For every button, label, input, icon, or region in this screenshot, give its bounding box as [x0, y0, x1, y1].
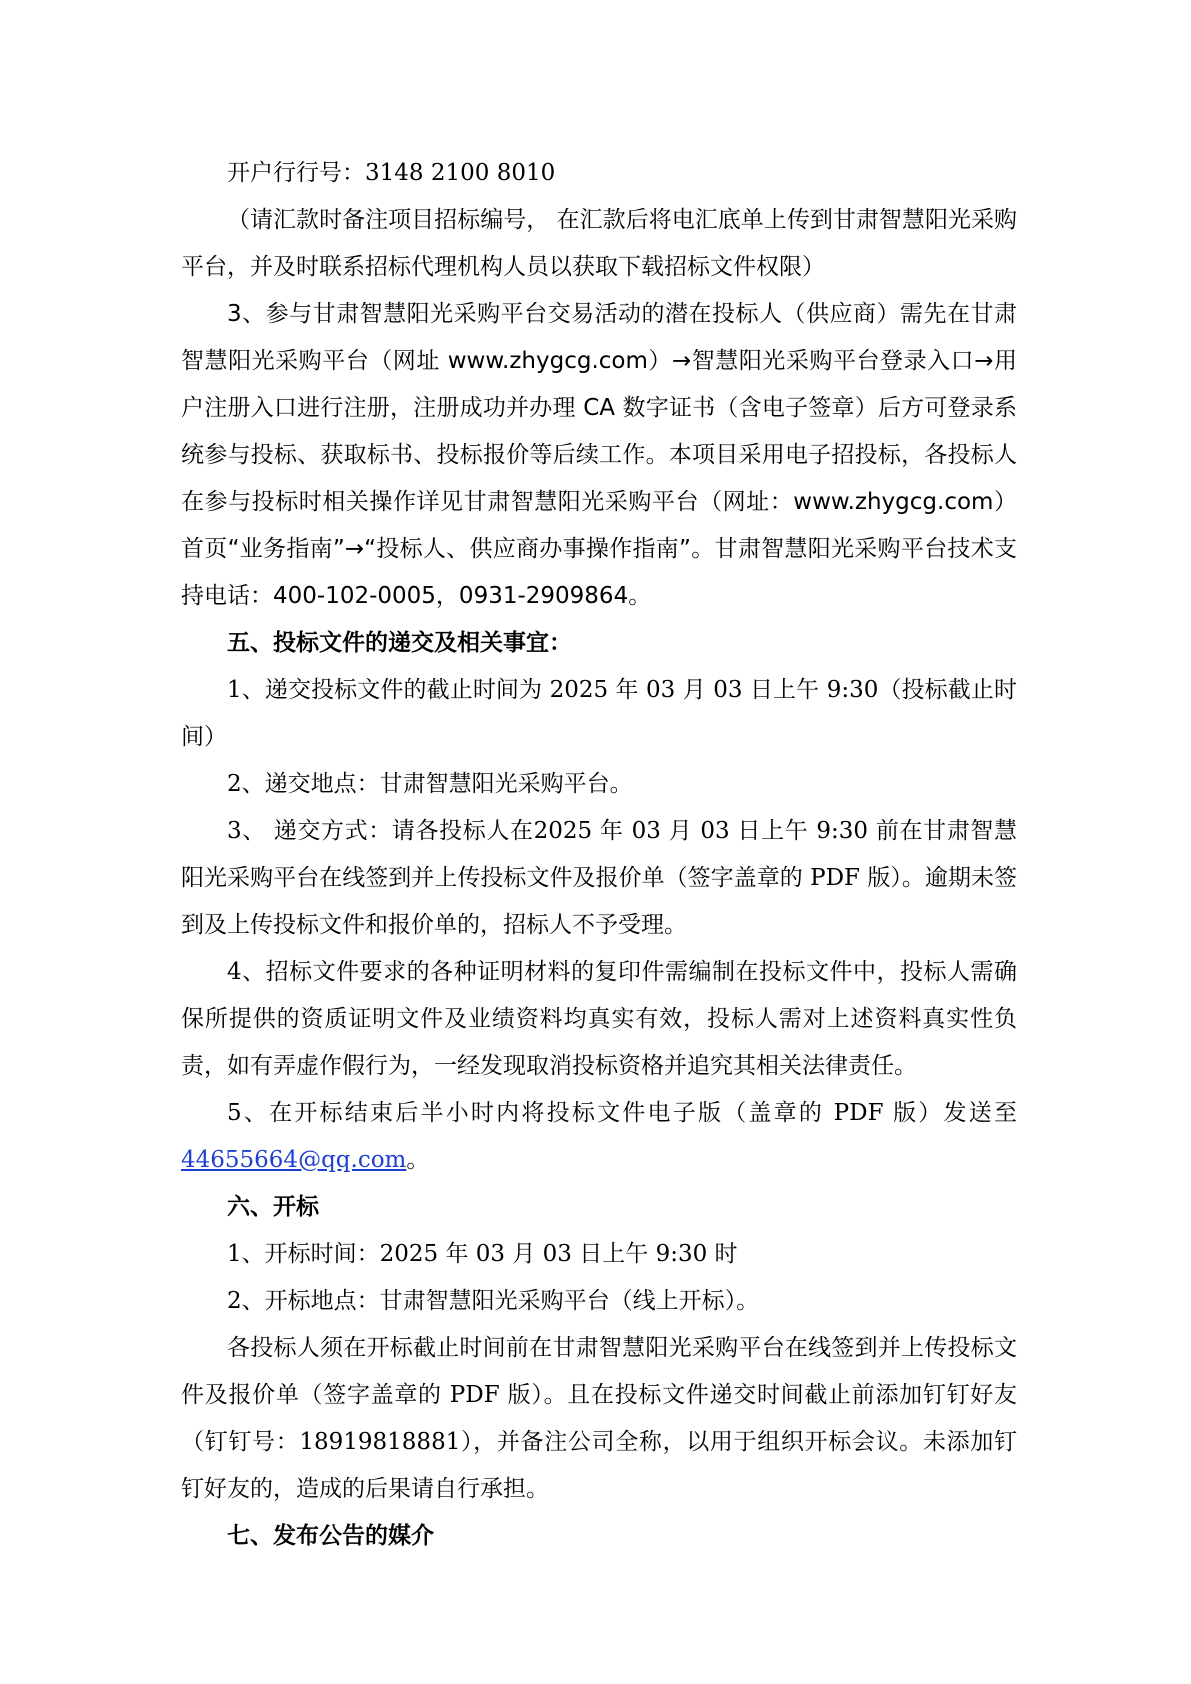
- s5-item-4: 4、招标文件要求的各种证明材料的复印件需编制在投标文件中，投标人需确保所提供的资质证明文件及业绩资料均真实有效，投标人需对上述资料真实性负责，如有弄虚作假行为，一经发现取消投标资格并追究其相关法律责任。: [181, 959, 1017, 1079]
- email-link[interactable]: 44655664@qq.com: [181, 1147, 407, 1173]
- registration-paragraph: 3、参与甘肃智慧阳光采购平台交易活动的潜在投标人（供应商）需先在甘肃智慧阳光采购平台（网址 www.zhygcg.com）→智慧阳光采购平台登录入口→用户注册入口进行注册，注册成功并办理 CA 数字证书（含电子签章）后方可登录系统参与投标、获取标书、投标报价等后续工作。本项目采用电子招投标，各投标人在参与投标时相关操作详见甘肃智慧阳光采购平台（网址：www.zhygcg.com）首页“业务指南”→“投标人、供应商办事操作指南”。甘肃智慧阳光采购平台技术支持电话：400-102-0005，0931-2909864。: [181, 301, 1017, 609]
- s5-item-1: 1、递交投标文件的截止时间为 2025 年 03 月 03 日上午 9:30（投标截止时间）: [181, 677, 1017, 750]
- section-5-heading: 五、投标文件的递交及相关事宜：: [227, 630, 572, 656]
- bank-number-line: 开户行行号：3148 2100 8010: [227, 160, 556, 186]
- s5-item-5-text: 5、在开标结束后半小时内将投标文件电子版（盖章的 PDF 版）发送至: [227, 1100, 1017, 1126]
- section-7-heading: 七、发布公告的媒介: [227, 1523, 434, 1549]
- s5-item-2: 2、递交地点：甘肃智慧阳光采购平台。: [227, 771, 633, 797]
- s6-item-1: 1、开标时间：2025 年 03 月 03 日上午 9:30 时: [227, 1241, 738, 1267]
- s6-note: 各投标人须在开标截止时间前在甘肃智慧阳光采购平台在线签到并上传投标文件及报价单（签字盖章的 PDF 版）。且在投标文件递交时间截止前添加钉钉好友（钉钉号：18919818881），并备注公司全称，以用于组织开标会议。未添加钉钉好友的，造成的后果请自行承担。: [181, 1335, 1017, 1502]
- s5-item-5: [181, 1090, 1017, 1184]
- s5-item-5-end: 。: [406, 1147, 430, 1173]
- document-body: [181, 150, 1017, 1560]
- s6-item-2: 2、开标地点：甘肃智慧阳光采购平台（线上开标）。: [227, 1288, 760, 1314]
- s5-item-3: 3、 递交方式：请各投标人在2025 年 03 月 03 日上午 9:30 前在甘肃智慧阳光采购平台在线签到并上传投标文件及报价单（签字盖章的 PDF 版）。逾期未签到及上传投标文件和报价单的，招标人不予受理。: [181, 818, 1017, 938]
- section-6-heading: 六、开标: [227, 1194, 319, 1220]
- remittance-note: （请汇款时备注项目招标编号， 在汇款后将电汇底单上传到甘肃智慧阳光采购平台，并及时联系招标代理机构人员以获取下载招标文件权限）: [181, 207, 1017, 280]
